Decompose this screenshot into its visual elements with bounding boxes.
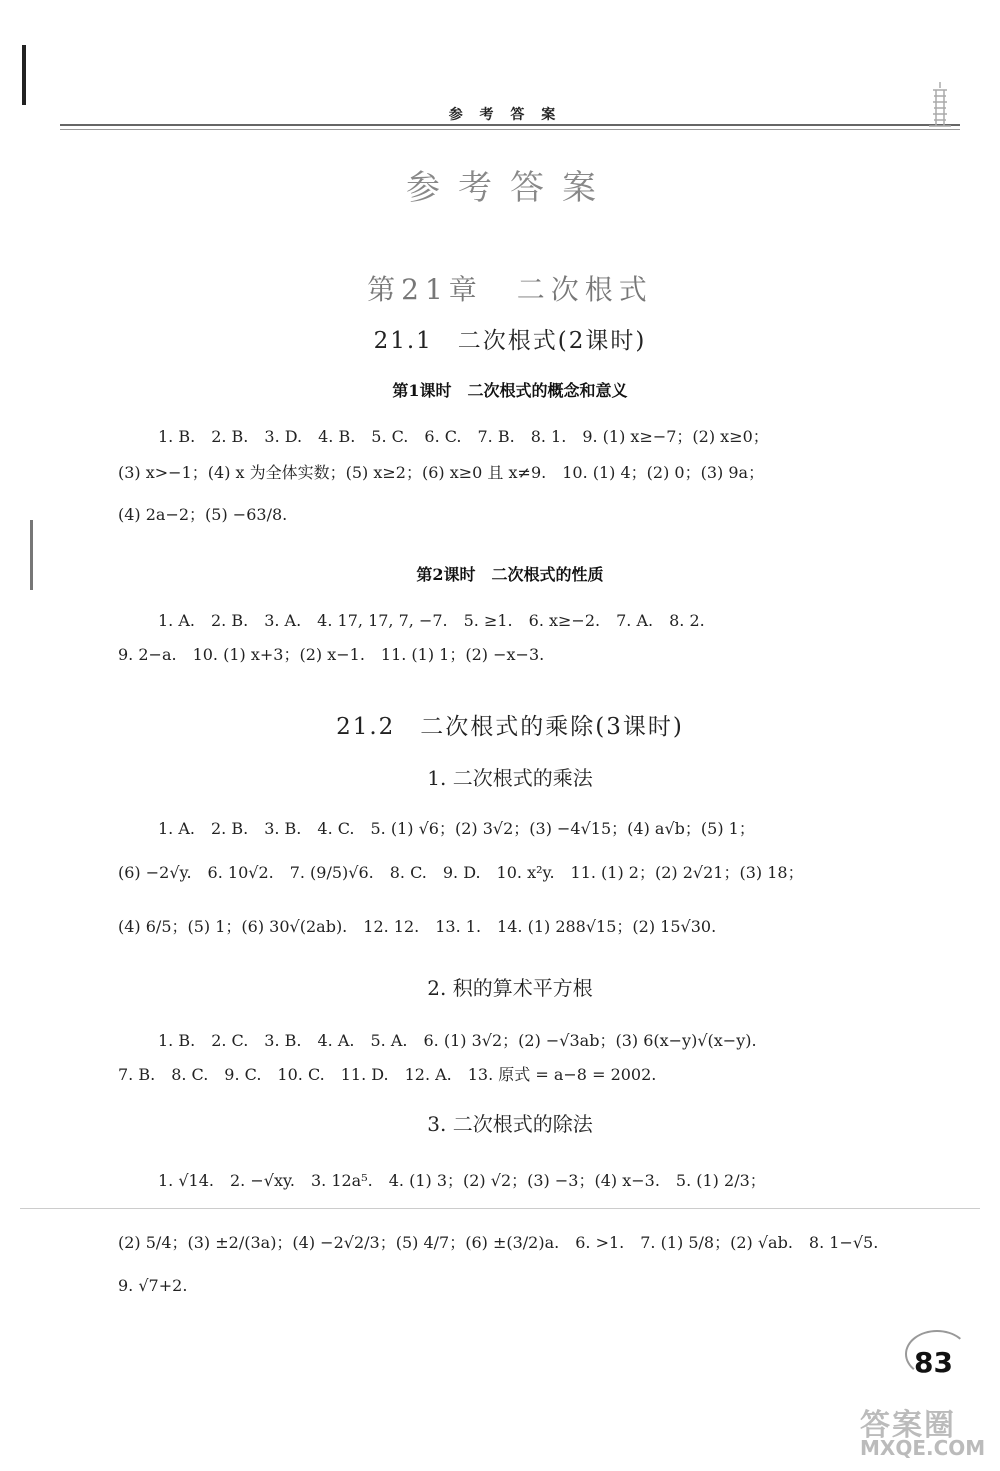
chapter-title: 第21章 二次根式 — [367, 273, 653, 306]
answer-line: (4) 6/5；(5) 1；(6) 30√(2ab). 12. 12. 13. 1. 14. (1) 288√15；(2) 15√30. — [118, 917, 717, 936]
section-title: 21.2 二次根式的乘除(3课时) — [336, 714, 684, 740]
answer-line: 1. B. 2. B. 3. D. 4. B. 5. C. 6. C. 7. B. 8. 1. 9. (1) x≥−7；(2) x≥0； — [158, 427, 769, 446]
answer-line: 1. √14. 2. −√xy. 3. 12a⁵. 4. (1) 3；(2) √2；(3) −3；(4) x−3. 5. (1) 2/3； — [158, 1171, 766, 1190]
header-rule — [60, 129, 960, 130]
watermark-url: MXQE.COM — [860, 1436, 986, 1460]
watermark-logo: 答案圈 — [860, 1408, 956, 1443]
lesson-title: 第1课时 二次根式的概念和意义 — [392, 381, 628, 400]
answer-line: (4) 2a−2；(5) −63/8. — [118, 505, 288, 524]
margin-mark — [22, 45, 26, 105]
page-number: 83 — [914, 1346, 953, 1379]
divider — [20, 1208, 980, 1209]
header-rule — [60, 124, 960, 126]
answer-line: 7. B. 8. C. 9. C. 10. C. 11. D. 12. A. 13. 原式 = a−8 = 2002. — [118, 1065, 657, 1084]
lesson-title: 第2课时 二次根式的性质 — [416, 565, 604, 584]
lesson-title: 3. 二次根式的除法 — [427, 1112, 593, 1136]
running-header: 参 考 答 案 — [448, 107, 562, 123]
lesson-title: 1. 二次根式的乘法 — [427, 766, 593, 790]
answer-line: 9. 2−a. 10. (1) x+3；(2) x−1. 11. (1) 1；(2) −x−3. — [118, 645, 545, 664]
answer-line: (3) x>−1；(4) x 为全体实数；(5) x≥2；(6) x≥0 且 x≠9. 10. (1) 4；(2) 0；(3) 9a； — [118, 463, 765, 482]
answer-line: (6) −2√y. 6. 10√2. 7. (9/5)√6. 8. C. 9. D. 10. x²y. 11. (1) 2；(2) 2√21；(3) 18； — [118, 863, 804, 882]
answer-line: 9. √7+2. — [118, 1276, 188, 1295]
lesson-title: 2. 积的算术平方根 — [427, 976, 593, 1000]
answer-line: (2) 5/4；(3) ±2/(3a)；(4) −2√2/3；(5) 4/7；(6) ±(3/2)a. 6. >1. 7. (1) 5/8；(2) √ab. 8. 1−√5. — [118, 1233, 879, 1252]
answer-line: 1. A. 2. B. 3. A. 4. 17, 17, 7, −7. 5. ≥1. 6. x≥−2. 7. A. 8. 2. — [158, 611, 705, 630]
pagoda-icon — [925, 80, 955, 130]
answer-line: 1. B. 2. C. 3. B. 4. A. 5. A. 6. (1) 3√2；(2) −√3ab；(3) 6(x−y)√(x−y). — [158, 1031, 757, 1050]
page-title: 参考答案 — [406, 168, 614, 208]
section-title: 21.1 二次根式(2课时) — [373, 328, 647, 354]
answer-line: 1. A. 2. B. 3. B. 4. C. 5. (1) √6；(2) 3√2；(3) −4√15；(4) a√b；(5) 1； — [158, 819, 755, 838]
